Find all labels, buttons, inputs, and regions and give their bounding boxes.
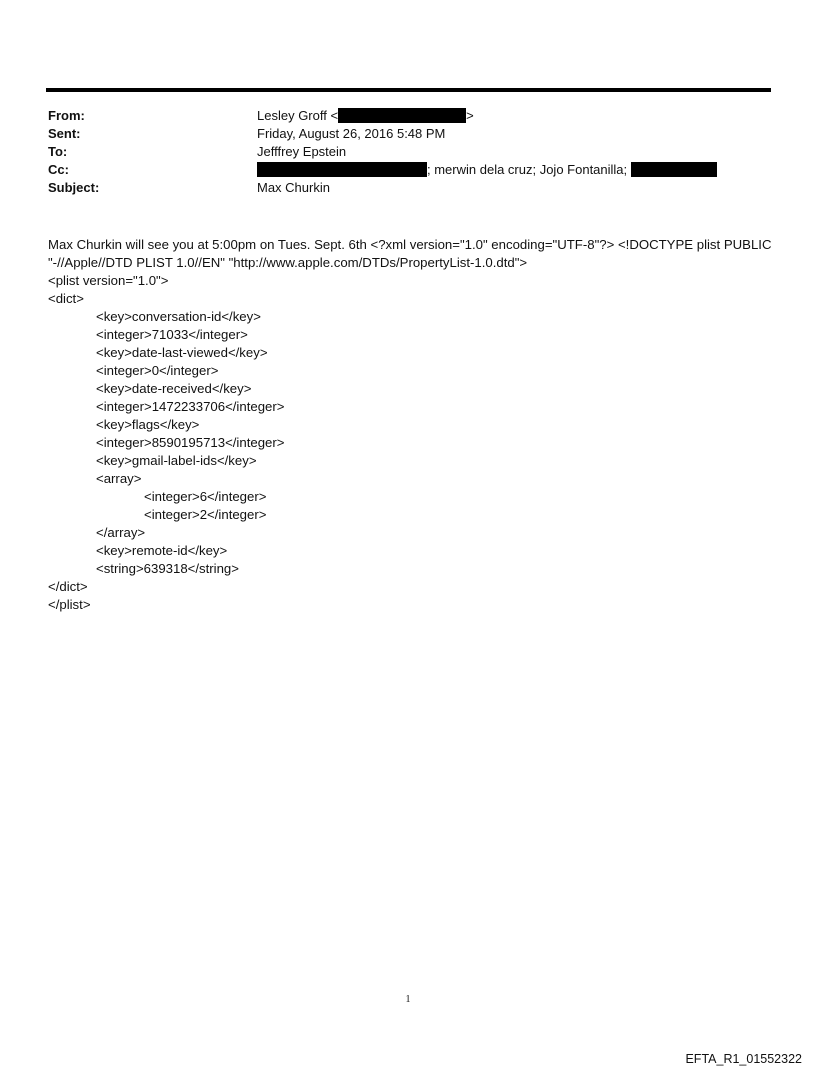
body-line: Max Churkin will see you at 5:00pm on Tues. Sept. 6th <?xml version="1.0" encoding="UTF-8"?> <!DOCTYPE plist PUBLIC [48, 237, 772, 252]
body-line: <integer>71033</integer> [96, 327, 248, 342]
page-number: 1 [405, 994, 411, 1005]
body-line: <integer>8590195713</integer> [96, 435, 285, 450]
email-body [48, 236, 773, 614]
body-line: <key>conversation-id</key> [96, 309, 261, 324]
body-line: <key>date-received</key> [96, 381, 252, 396]
sent-value: Friday, August 26, 2016 5:48 PM [257, 126, 446, 141]
redaction-block [257, 162, 427, 177]
sent-label: Sent: [48, 126, 81, 141]
from-suffix: > [466, 108, 474, 123]
body-line: <string>639318</string> [96, 561, 239, 576]
to-label: To: [48, 144, 68, 159]
cc-value [257, 162, 717, 177]
body-line: <integer>2</integer> [144, 507, 267, 522]
body-line: <integer>1472233706</integer> [96, 399, 285, 414]
body-line: <plist version="1.0"> [48, 273, 169, 288]
redaction-block [338, 108, 466, 123]
from-label: From: [48, 108, 85, 123]
body-line: <integer>0</integer> [96, 363, 219, 378]
cc-names: ; merwin dela cruz; Jojo Fontanilla; [427, 162, 628, 177]
body-line: <key>remote-id</key> [96, 543, 228, 558]
cc-label: Cc: [48, 162, 69, 177]
body-line: <key>date-last-viewed</key> [96, 345, 268, 360]
header-rule [46, 88, 771, 92]
subject-value: Max Churkin [257, 180, 330, 195]
body-line: "-//Apple//DTD PLIST 1.0//EN" "http://www.apple.com/DTDs/PropertyList-1.0.dtd"> [48, 255, 528, 270]
body-line: </dict> [48, 579, 88, 594]
from-value [257, 108, 474, 123]
body-line: <array> [96, 471, 142, 486]
body-line: <key>flags</key> [96, 417, 200, 432]
body-line: <dict> [48, 291, 84, 306]
body-line: <integer>6</integer> [144, 489, 267, 504]
body-line: </plist> [48, 597, 91, 612]
body-line: <key>gmail-label-ids</key> [96, 453, 257, 468]
body-line: </array> [96, 525, 146, 540]
to-value: Jefffrey Epstein [257, 144, 347, 159]
redaction-block [631, 162, 717, 177]
subject-label: Subject: [48, 180, 100, 195]
from-name: Lesley Groff < [257, 108, 339, 123]
document-id: EFTA_R1_01552322 [685, 1052, 802, 1066]
